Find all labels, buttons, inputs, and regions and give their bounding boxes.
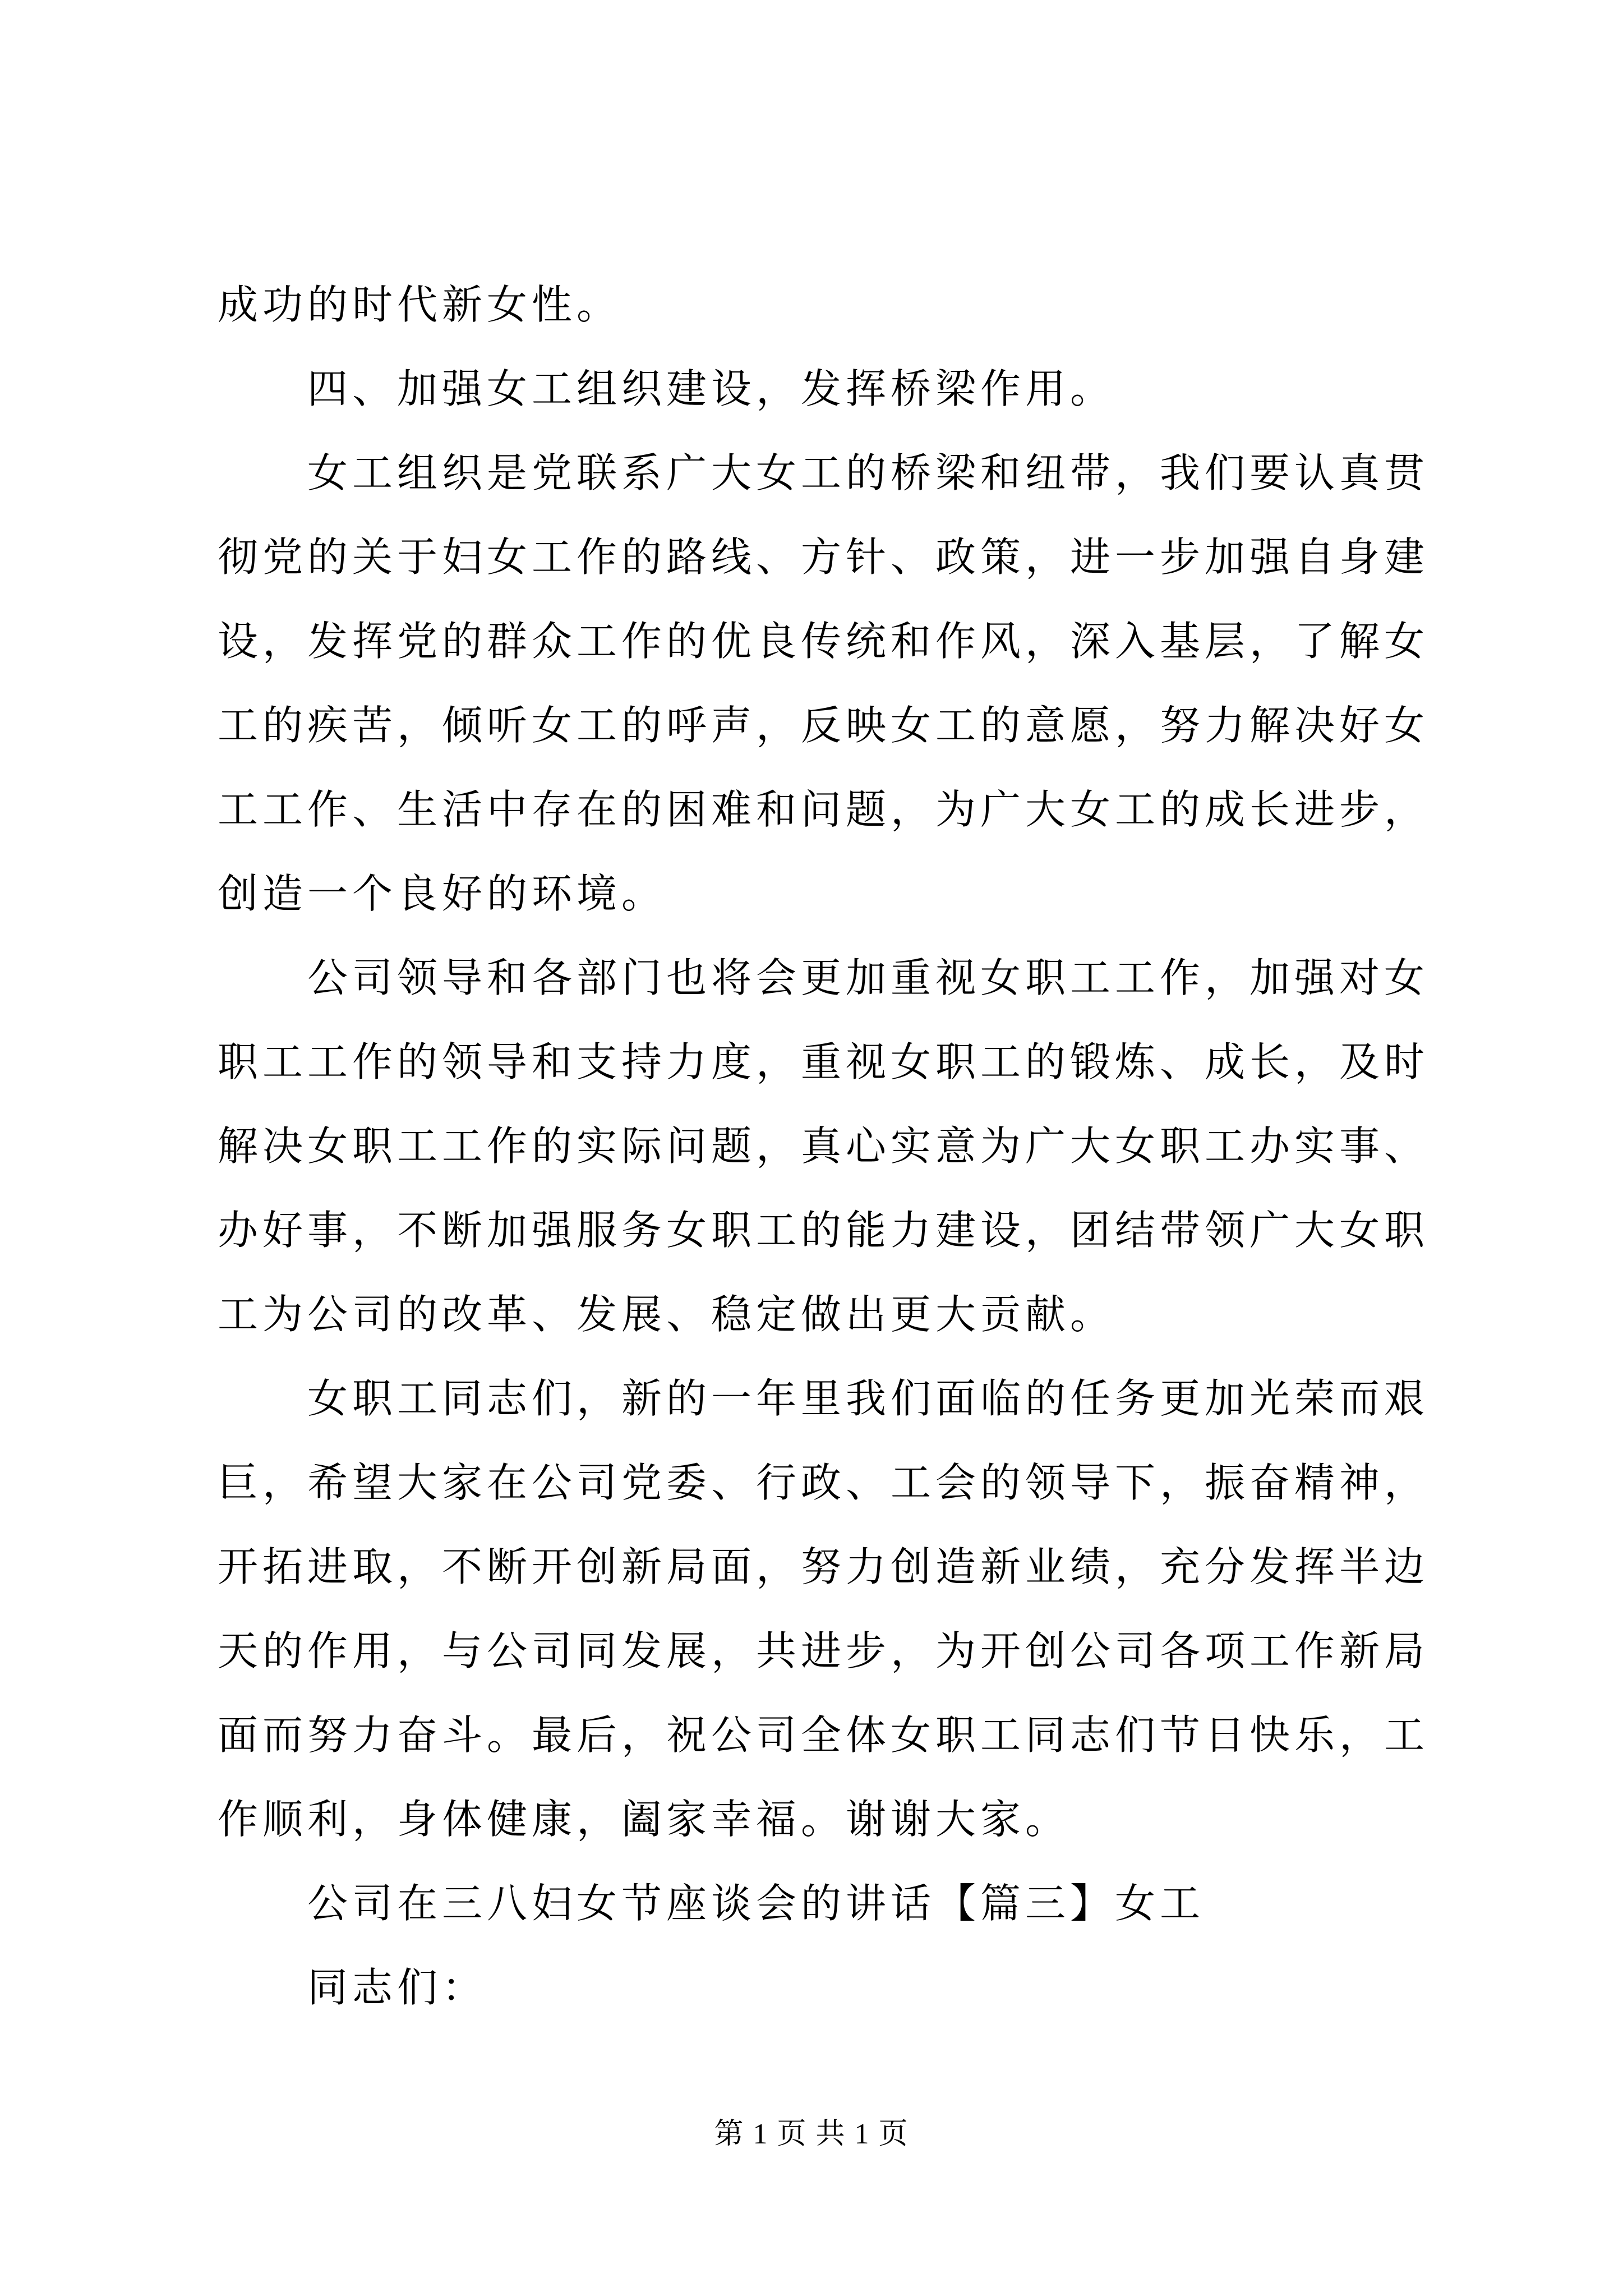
paragraph-7-salutation: 同志们： (307, 1964, 487, 2011)
paragraph-6-title: 公司在三八妇女节座谈会的讲话【篇三】女工 (307, 1880, 1205, 1927)
paragraph-4: 公司领导和各部门也将会更加重视女职工工作，加强对女职工工作的领导和支持力度，重视女职工的锻炼、成长，及时解决女职工工作的实际问题，真心实意为广大女职工办实事、办好事，不断加强服务女职工的能力建设，团结带领广大女职工为公司的改革、发展、稳定做出更大贡献。 (218, 954, 1430, 1338)
paragraph-2-section-heading: 四、加强女工组织建设，发挥桥梁作用。 (307, 365, 1115, 412)
document-body (218, 263, 1429, 2030)
paragraph-5: 女职工同志们，新的一年里我们面临的任务更加光荣而艰巨，希望大家在公司党委、行政、工会的领导下，振奋精神，开拓进取，不断开创新局面，努力创造新业绩，充分发挥半边天的作用，与公司同发展，共进步，为开创公司各项工作新局面而努力奋斗。最后，祝公司全体女职工同志们节日快乐，工作顺利，身体健康，阖家幸福。谢谢大家。 (218, 1375, 1430, 1843)
paragraph-1: 成功的时代新女性。 (218, 281, 622, 328)
page-footer: 第 1 页 共 1 页 (714, 2118, 909, 2150)
paragraph-3: 女工组织是党联系广大女工的桥梁和纽带，我们要认真贯彻党的关于妇女工作的路线、方针、政策，进一步加强自身建设，发挥党的群众工作的优良传统和作风，深入基层，了解女工的疾苦，倾听女工的呼声，反映女工的意愿，努力解决好女工工作、生活中存在的困难和问题，为广大女工的成长进步，创造一个良好的环境。 (218, 449, 1430, 917)
